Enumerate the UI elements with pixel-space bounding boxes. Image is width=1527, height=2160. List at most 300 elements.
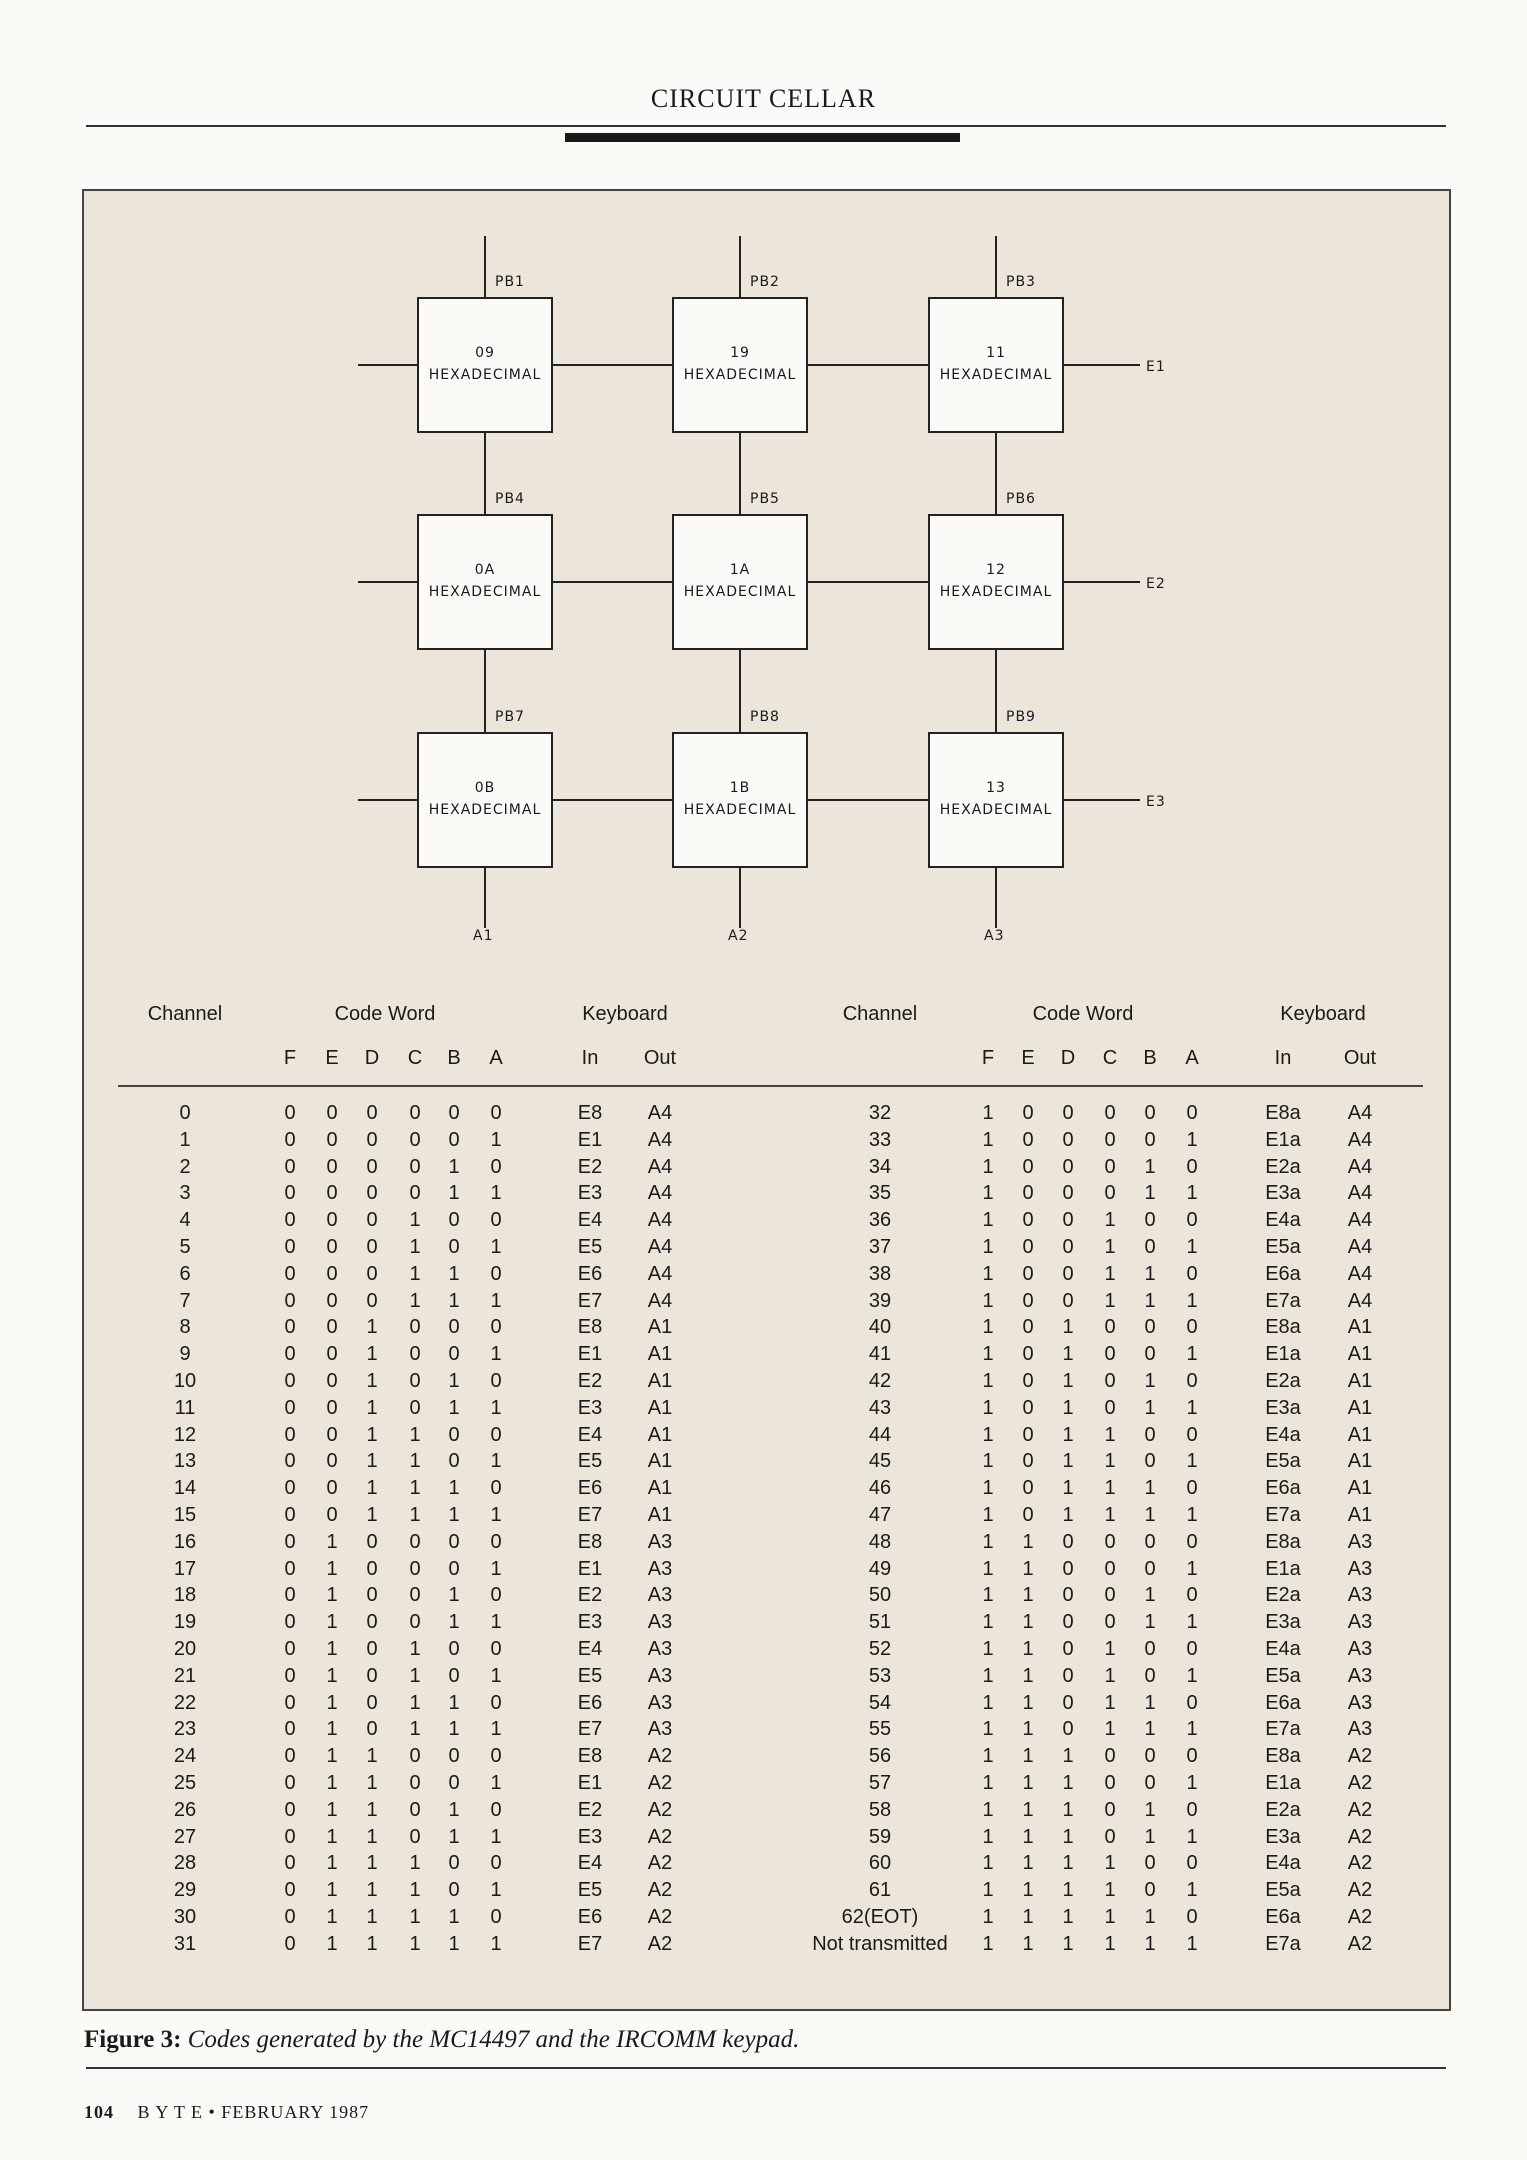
keyboard-in-cell: E1a: [1265, 1557, 1301, 1580]
channel-cell: 46: [868, 1477, 892, 1500]
keyboard-in-cell: E8a: [1265, 1745, 1301, 1768]
keyboard-in-cell: E1: [577, 1343, 603, 1366]
bit-cell: 0: [1104, 1155, 1116, 1178]
bit-cell: 1: [1186, 1396, 1198, 1419]
bit-cell: 1: [1104, 1289, 1116, 1312]
bit-cell: 0: [1062, 1638, 1074, 1660]
keyboard-in-cell: E2a: [1265, 1584, 1301, 1607]
bit-cell: 0: [448, 1530, 460, 1553]
keyboard-in-cell: E8: [577, 1530, 603, 1553]
bit-header-b: B: [447, 1047, 461, 1069]
bit-cell: 1: [448, 1155, 460, 1178]
bit-cell: 0: [1022, 1182, 1034, 1205]
channel-cell: 5: [179, 1236, 191, 1258]
bit-cell: 0: [448, 1423, 460, 1446]
pb-label: PB3: [1006, 274, 1036, 290]
bit-cell: 1: [1186, 1182, 1198, 1205]
bit-cell: 0: [284, 1262, 296, 1285]
keyboard-out-cell: A1: [1347, 1343, 1373, 1366]
bit-cell: 1: [982, 1423, 994, 1446]
keyboard-in-cell: E1: [577, 1772, 603, 1794]
pb-label: PB5: [750, 491, 780, 507]
channel-cell: 32: [868, 1102, 892, 1124]
channel-cell: 28: [173, 1852, 197, 1875]
bit-cell: 1: [366, 1825, 378, 1848]
keyboard-in-cell: E4a: [1265, 1852, 1301, 1875]
bit-header-c: C: [407, 1047, 423, 1069]
bit-cell: 1: [1186, 1128, 1198, 1151]
keyboard-out-cell: A1: [647, 1423, 673, 1446]
channel-cell: 61: [868, 1879, 892, 1902]
keyboard-out-cell: A2: [1347, 1772, 1373, 1794]
box-hex-sublabel: HEXADECIMAL: [683, 367, 797, 383]
bit-cell: 1: [1062, 1852, 1074, 1875]
bit-cell: 0: [1144, 1343, 1156, 1366]
bit-cell: 0: [1022, 1316, 1034, 1339]
channel-cell: 40: [868, 1316, 892, 1339]
keyboard-in-cell: E8: [577, 1102, 603, 1124]
keyboard-in-cell: E5: [577, 1879, 603, 1902]
bit-cell: 1: [1062, 1477, 1074, 1500]
bit-cell: 0: [1022, 1102, 1034, 1124]
bit-cell: 1: [1144, 1611, 1156, 1634]
bit-cell: 1: [982, 1343, 994, 1366]
keyboard-in-cell: E5a: [1265, 1450, 1301, 1473]
bit-cell: 1: [1144, 1477, 1156, 1500]
bit-cell: 0: [448, 1209, 460, 1232]
bit-cell: 0: [1062, 1209, 1074, 1232]
channel-cell: 50: [868, 1584, 892, 1607]
bit-cell: 1: [1022, 1718, 1034, 1741]
bit-cell: 0: [366, 1638, 378, 1660]
bit-cell: 1: [326, 1584, 338, 1607]
channel-cell: 22: [173, 1691, 197, 1714]
bit-cell: 1: [326, 1718, 338, 1741]
bit-cell: 0: [284, 1396, 296, 1419]
bit-cell: 1: [1104, 1664, 1116, 1687]
bit-cell: 1: [366, 1932, 378, 1955]
table-header-rule: [118, 1085, 1423, 1087]
channel-cell: 8: [179, 1316, 191, 1339]
keyboard-in-cell: E6a: [1265, 1906, 1301, 1928]
bit-cell: 0: [1144, 1450, 1156, 1473]
keyboard-in-cell: E6: [577, 1906, 603, 1928]
bit-cell: 1: [1022, 1932, 1034, 1955]
bit-cell: 0: [326, 1423, 338, 1446]
bit-cell: 0: [1062, 1182, 1074, 1205]
bit-cell: 0: [284, 1155, 296, 1178]
bit-header-d: D: [364, 1047, 380, 1069]
bit-cell: 1: [982, 1182, 994, 1205]
keyboard-in-cell: E7a: [1265, 1932, 1301, 1955]
pb-label: PB9: [1006, 709, 1036, 725]
bit-cell: 0: [326, 1182, 338, 1205]
keyboard-out-cell: A4: [647, 1236, 673, 1258]
bit-cell: 1: [982, 1504, 994, 1526]
pb-label: PB2: [750, 274, 780, 290]
bit-cell: 0: [490, 1209, 502, 1232]
bit-cell: 1: [1022, 1584, 1034, 1607]
bit-cell: 1: [1062, 1798, 1074, 1821]
bit-cell: 0: [1104, 1530, 1116, 1553]
channel-cell: 48: [868, 1530, 892, 1553]
bit-cell: 0: [490, 1477, 502, 1500]
bit-cell: 1: [1062, 1343, 1074, 1366]
box-hex-value: 1B: [729, 780, 751, 796]
bit-cell: 0: [490, 1530, 502, 1553]
bit-cell: 1: [326, 1530, 338, 1553]
bit-cell: 0: [366, 1664, 378, 1687]
bit-cell: 1: [982, 1155, 994, 1178]
channel-cell: 7: [179, 1289, 191, 1312]
bit-cell: 1: [366, 1745, 378, 1768]
keyboard-out-cell: A3: [647, 1584, 673, 1607]
bit-header-a: A: [1185, 1047, 1199, 1069]
keyboard-in-cell: E6: [577, 1477, 603, 1500]
bit-cell: 0: [490, 1798, 502, 1821]
bit-cell: 1: [326, 1825, 338, 1848]
bit-cell: 0: [1144, 1316, 1156, 1339]
bit-cell: 1: [326, 1745, 338, 1768]
channel-cell: 60: [868, 1852, 892, 1875]
bit-cell: 1: [409, 1209, 421, 1232]
bit-cell: 0: [284, 1423, 296, 1446]
bit-cell: 0: [284, 1772, 296, 1794]
keyboard-in-cell: E2a: [1265, 1370, 1301, 1392]
keyboard-in-cell: E4a: [1265, 1638, 1301, 1660]
running-header: CIRCUIT CELLAR: [650, 84, 877, 113]
bit-cell: 1: [1186, 1825, 1198, 1848]
bit-cell: 1: [1062, 1504, 1074, 1526]
bit-cell: 0: [1104, 1557, 1116, 1580]
bit-header-f: F: [283, 1047, 297, 1069]
channel-cell: 26: [173, 1798, 197, 1821]
channel-cell: 44: [868, 1423, 892, 1446]
channel-cell: 53: [868, 1664, 892, 1687]
channel-cell: 3: [179, 1182, 191, 1205]
keyboard-in-cell: E6: [577, 1262, 603, 1285]
in-header: In: [1274, 1047, 1292, 1069]
bit-cell: 0: [1022, 1396, 1034, 1419]
bit-cell: 0: [1104, 1825, 1116, 1848]
channel-cell: 10: [173, 1370, 197, 1392]
box-hex-value: 1A: [729, 562, 751, 578]
keyboard-in-cell: E5: [577, 1450, 603, 1473]
keyboard-in-cell: E8a: [1265, 1102, 1301, 1124]
bit-cell: 1: [1186, 1343, 1198, 1366]
channel-cell: 2: [179, 1155, 191, 1178]
bit-cell: 0: [1062, 1530, 1074, 1553]
bit-cell: 1: [448, 1477, 460, 1500]
bit-cell: 0: [490, 1423, 502, 1446]
bit-cell: 0: [1186, 1584, 1198, 1607]
keyboard-header: Keyboard: [1280, 1003, 1366, 1025]
bit-cell: 1: [366, 1798, 378, 1821]
channel-header: Channel: [842, 1003, 918, 1025]
bit-cell: 1: [1186, 1932, 1198, 1955]
bit-cell: 1: [1022, 1664, 1034, 1687]
keyboard-out-cell: A2: [647, 1798, 673, 1821]
bit-cell: 1: [1022, 1825, 1034, 1848]
bit-cell: 1: [1144, 1370, 1156, 1392]
bit-cell: 1: [448, 1262, 460, 1285]
bit-cell: 0: [284, 1879, 296, 1902]
channel-cell: 16: [173, 1530, 197, 1553]
bit-cell: 1: [490, 1611, 502, 1634]
keyboard-in-cell: E4: [577, 1423, 603, 1446]
bit-cell: 1: [1104, 1450, 1116, 1473]
keyboard-out-cell: A3: [1347, 1691, 1373, 1714]
keyboard-in-cell: E5: [577, 1664, 603, 1687]
bit-cell: 1: [448, 1611, 460, 1634]
bit-cell: 1: [982, 1718, 994, 1741]
bit-cell: 0: [1144, 1209, 1156, 1232]
code-word-header: Code Word: [1032, 1003, 1134, 1025]
bit-cell: 1: [1022, 1798, 1034, 1821]
bit-cell: 0: [448, 1450, 460, 1473]
bit-cell: 1: [326, 1611, 338, 1634]
keyboard-out-cell: A4: [647, 1289, 673, 1312]
channel-cell: 18: [173, 1584, 197, 1607]
bit-cell: 0: [409, 1557, 421, 1580]
bit-cell: 1: [409, 1289, 421, 1312]
bit-cell: 1: [490, 1772, 502, 1794]
bit-cell: 0: [448, 1745, 460, 1768]
bit-cell: 0: [284, 1102, 296, 1124]
bit-cell: 0: [284, 1236, 296, 1258]
keyboard-out-cell: A1: [1347, 1477, 1373, 1500]
bit-cell: 1: [1062, 1932, 1074, 1955]
bit-header-e: E: [1021, 1047, 1035, 1069]
bit-cell: 1: [982, 1852, 994, 1875]
channel-cell: 12: [173, 1423, 197, 1446]
bit-cell: 1: [982, 1209, 994, 1232]
bit-header-e: E: [325, 1047, 339, 1069]
bit-cell: 0: [284, 1450, 296, 1473]
keyboard-in-cell: E4: [577, 1638, 603, 1660]
keyboard-out-cell: A1: [1347, 1504, 1373, 1526]
bit-cell: 0: [1104, 1745, 1116, 1768]
bit-cell: 0: [490, 1906, 502, 1928]
bit-cell: 0: [409, 1182, 421, 1205]
bit-cell: 0: [366, 1557, 378, 1580]
keyboard-in-cell: E3: [577, 1396, 603, 1419]
keyboard-out-cell: A3: [1347, 1584, 1373, 1607]
bit-cell: 1: [1144, 1718, 1156, 1741]
channel-cell: 62(EOT): [841, 1906, 919, 1928]
bit-cell: 0: [1062, 1718, 1074, 1741]
bit-cell: 0: [490, 1370, 502, 1392]
bit-cell: 0: [284, 1557, 296, 1580]
bit-cell: 1: [982, 1236, 994, 1258]
box-hex-value: 09: [475, 345, 495, 361]
pb-label: PB1: [495, 274, 525, 290]
bit-cell: 1: [448, 1504, 460, 1526]
bit-cell: 0: [326, 1450, 338, 1473]
bit-cell: 0: [490, 1102, 502, 1124]
bit-cell: 0: [1186, 1316, 1198, 1339]
keyboard-out-cell: A1: [1347, 1396, 1373, 1419]
keyboard-in-cell: E1a: [1265, 1772, 1301, 1794]
bit-cell: 1: [1144, 1691, 1156, 1714]
bit-cell: 1: [490, 1236, 502, 1258]
bit-cell: 1: [409, 1236, 421, 1258]
keyboard-in-cell: E7: [577, 1289, 603, 1312]
bit-cell: 0: [326, 1370, 338, 1392]
bit-cell: 1: [490, 1289, 502, 1312]
bit-cell: 0: [1186, 1209, 1198, 1232]
keyboard-out-cell: A2: [1347, 1879, 1373, 1902]
bit-cell: 1: [1022, 1557, 1034, 1580]
keyboard-out-cell: A4: [1347, 1128, 1373, 1151]
keyboard-out-cell: A3: [647, 1664, 673, 1687]
channel-cell: 59: [868, 1825, 892, 1848]
bit-cell: 0: [409, 1155, 421, 1178]
bit-cell: 0: [1062, 1557, 1074, 1580]
bit-cell: 0: [1104, 1396, 1116, 1419]
bit-cell: 0: [1186, 1155, 1198, 1178]
bit-cell: 1: [1104, 1638, 1116, 1660]
page-number: 104: [84, 2102, 114, 2122]
box-hex-value: 13: [986, 780, 1006, 796]
keyboard-out-cell: A1: [647, 1504, 673, 1526]
keyboard-in-cell: E2: [577, 1155, 603, 1178]
channel-cell: 58: [868, 1798, 892, 1821]
bit-cell: 1: [982, 1825, 994, 1848]
bit-cell: 0: [366, 1584, 378, 1607]
bit-cell: 0: [284, 1289, 296, 1312]
bit-cell: 0: [490, 1584, 502, 1607]
bit-cell: 0: [366, 1102, 378, 1124]
bit-cell: 1: [982, 1450, 994, 1473]
keyboard-out-cell: A4: [647, 1209, 673, 1232]
bit-cell: 1: [982, 1370, 994, 1392]
pb-label: PB6: [1006, 491, 1036, 507]
bit-cell: 0: [366, 1289, 378, 1312]
bit-cell: 0: [326, 1128, 338, 1151]
bit-cell: 1: [366, 1852, 378, 1875]
in-header: In: [581, 1047, 599, 1069]
keyboard-out-cell: A1: [1347, 1370, 1373, 1392]
bit-cell: 1: [326, 1798, 338, 1821]
bit-cell: 0: [409, 1343, 421, 1366]
channel-cell: 41: [868, 1343, 892, 1366]
keyboard-out-cell: A2: [647, 1879, 673, 1902]
bit-cell: 0: [1104, 1798, 1116, 1821]
bit-cell: 1: [1104, 1879, 1116, 1902]
keyboard-in-cell: E3: [577, 1611, 603, 1634]
keyboard-out-cell: A4: [1347, 1209, 1373, 1232]
bit-cell: 1: [982, 1557, 994, 1580]
keyboard-in-cell: E3: [577, 1182, 603, 1205]
bit-cell: 0: [366, 1209, 378, 1232]
channel-cell: 19: [173, 1611, 197, 1634]
bit-cell: 0: [409, 1584, 421, 1607]
bit-cell: 0: [1186, 1745, 1198, 1768]
box-hex-value: 12: [986, 562, 1006, 578]
box-hex-sublabel: HEXADECIMAL: [428, 584, 542, 600]
bit-cell: 1: [982, 1798, 994, 1821]
bit-cell: 1: [326, 1691, 338, 1714]
channel-cell: 47: [868, 1504, 892, 1526]
bit-cell: 0: [1144, 1638, 1156, 1660]
bit-cell: 0: [1144, 1772, 1156, 1794]
bit-cell: 0: [1186, 1477, 1198, 1500]
bit-cell: 1: [366, 1772, 378, 1794]
bit-cell: 1: [982, 1530, 994, 1553]
bit-cell: 1: [448, 1691, 460, 1714]
bit-cell: 1: [448, 1798, 460, 1821]
keyboard-out-cell: A1: [647, 1477, 673, 1500]
box-hex-value: 0A: [474, 562, 496, 578]
bit-cell: 1: [1104, 1906, 1116, 1928]
bit-cell: 1: [982, 1638, 994, 1660]
bit-cell: 1: [448, 1289, 460, 1312]
bit-cell: 0: [326, 1316, 338, 1339]
bit-cell: 1: [982, 1906, 994, 1928]
keyboard-out-cell: A3: [647, 1611, 673, 1634]
bit-cell: 1: [982, 1879, 994, 1902]
bit-cell: 0: [284, 1852, 296, 1875]
box-hex-sublabel: HEXADECIMAL: [683, 802, 797, 818]
bit-cell: 1: [1022, 1745, 1034, 1768]
code-word-header: Code Word: [334, 1003, 436, 1025]
bit-cell: 1: [448, 1825, 460, 1848]
bit-cell: 0: [409, 1370, 421, 1392]
channel-cell: 49: [868, 1557, 892, 1580]
bit-cell: 1: [1062, 1423, 1074, 1446]
keyboard-out-cell: A1: [1347, 1450, 1373, 1473]
keyboard-out-cell: A1: [647, 1370, 673, 1392]
bit-cell: 1: [490, 1879, 502, 1902]
bit-cell: 0: [448, 1128, 460, 1151]
channel-cell: 38: [868, 1262, 892, 1285]
bit-cell: 1: [366, 1450, 378, 1473]
e-label: E1: [1146, 359, 1166, 375]
bit-cell: 0: [448, 1664, 460, 1687]
channel-cell: 37: [868, 1236, 892, 1258]
box-hex-value: 19: [730, 345, 750, 361]
box-hex-value: 0B: [474, 780, 496, 796]
bit-cell: 0: [490, 1638, 502, 1660]
e-label: E2: [1146, 576, 1166, 592]
keyboard-out-cell: A4: [647, 1262, 673, 1285]
bit-cell: 1: [409, 1691, 421, 1714]
page-footer: [84, 2102, 369, 2123]
keyboard-in-cell: E4: [577, 1209, 603, 1232]
bit-cell: 1: [409, 1504, 421, 1526]
bit-cell: 1: [1144, 1906, 1156, 1928]
bit-cell: 0: [448, 1852, 460, 1875]
bit-cell: 0: [1186, 1262, 1198, 1285]
bit-cell: 0: [1144, 1530, 1156, 1553]
bit-cell: 0: [1186, 1906, 1198, 1928]
bit-header-c: C: [1102, 1047, 1118, 1069]
bit-cell: 0: [1062, 1691, 1074, 1714]
keyboard-in-cell: E4a: [1265, 1423, 1301, 1446]
keyboard-header: Keyboard: [582, 1003, 668, 1025]
bit-cell: 0: [366, 1236, 378, 1258]
keyboard-out-cell: A4: [1347, 1236, 1373, 1258]
bit-cell: 0: [409, 1798, 421, 1821]
bit-cell: 1: [448, 1584, 460, 1607]
bit-cell: 0: [326, 1155, 338, 1178]
keyboard-out-cell: A1: [647, 1396, 673, 1419]
bit-cell: 1: [982, 1262, 994, 1285]
bit-cell: 1: [490, 1664, 502, 1687]
bit-cell: 0: [366, 1530, 378, 1553]
bit-cell: 1: [982, 1316, 994, 1339]
